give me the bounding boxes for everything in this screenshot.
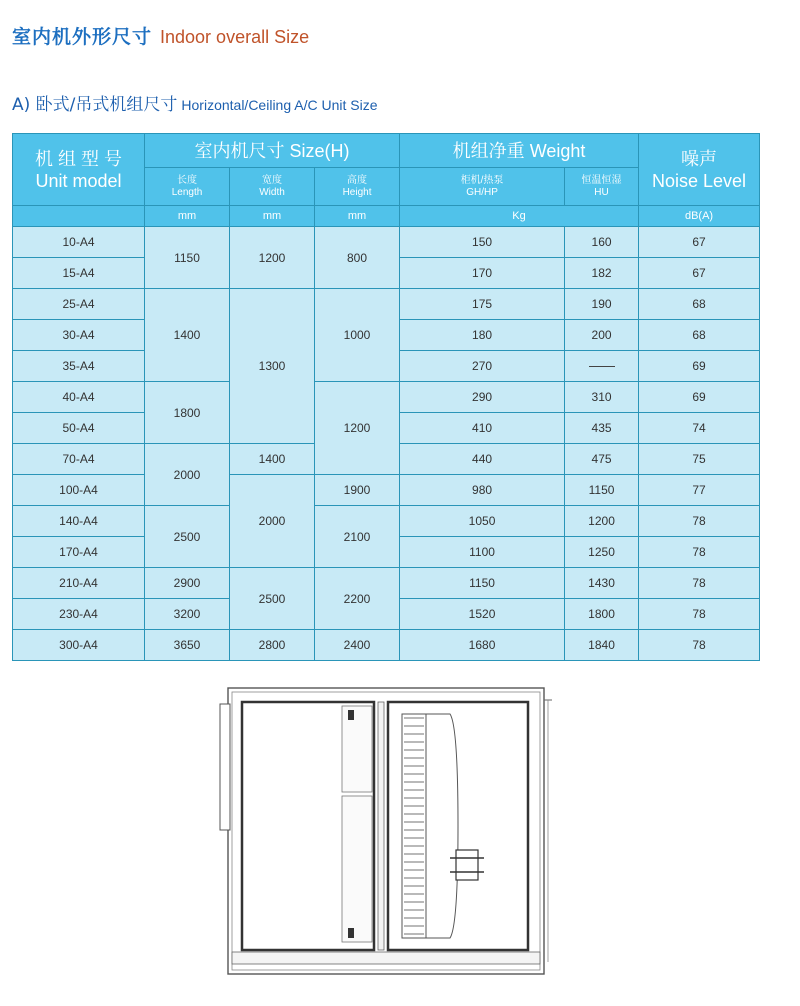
cell-noise: 68 (639, 289, 760, 320)
cell-weight-gh: 1680 (400, 630, 565, 661)
header-noise-en: Noise Level (652, 170, 747, 191)
header-hu (565, 168, 639, 206)
header-gh-en: GH/HP (466, 186, 498, 198)
cell-height: 800 (315, 227, 400, 289)
header-hu-en: HU (594, 186, 609, 198)
cell-weight-gh: 1050 (400, 506, 565, 537)
latch-bottom (348, 928, 354, 938)
cell-weight-gh: 150 (400, 227, 565, 258)
dash-mark (589, 366, 615, 367)
table-row (13, 475, 760, 506)
cell-width: 2500 (230, 568, 315, 630)
cell-weight-hu: 1250 (565, 537, 639, 568)
cell-weight-gh: 410 (400, 413, 565, 444)
header-size-cn: 室内机尺寸 (194, 140, 285, 161)
cell-weight-hu: 1840 (565, 630, 639, 661)
middle-column (378, 702, 384, 950)
cell-height: 2200 (315, 568, 400, 630)
page-title-cn: 室内机外形尺寸 (12, 26, 153, 48)
cell-noise: 69 (639, 351, 760, 382)
page-title-en: Indoor overall Size (160, 27, 310, 47)
cell-model: 30-A4 (13, 320, 145, 351)
cell-model: 35-A4 (13, 351, 145, 382)
cell-length: 2000 (145, 444, 230, 506)
cell-length: 3650 (145, 630, 230, 661)
header-model (13, 134, 145, 206)
cell-noise: 67 (639, 227, 760, 258)
table-row (13, 289, 760, 320)
header-size-en: Size(H) (289, 140, 350, 161)
cell-model: 170-A4 (13, 537, 145, 568)
cell-noise: 77 (639, 475, 760, 506)
filter-frame-bottom (342, 796, 372, 942)
cell-weight-hu: 1800 (565, 599, 639, 630)
cell-noise: 74 (639, 413, 760, 444)
unit-weight: Kg (400, 206, 639, 227)
cell-noise: 75 (639, 444, 760, 475)
cell-weight-hu: 190 (565, 289, 639, 320)
cell-length: 1400 (145, 289, 230, 382)
filter-frame-top (342, 706, 372, 792)
cell-weight-hu: 475 (565, 444, 639, 475)
cell-weight-gh: 980 (400, 475, 565, 506)
cell-weight-hu-empty (565, 351, 639, 382)
cell-weight-gh: 440 (400, 444, 565, 475)
cell-weight-gh: 175 (400, 289, 565, 320)
cell-weight-hu: 435 (565, 413, 639, 444)
cell-noise: 78 (639, 630, 760, 661)
unit-noise: dB(A) (639, 206, 760, 227)
cell-noise: 67 (639, 258, 760, 289)
cell-model: 10-A4 (13, 227, 145, 258)
section-subtitle-cn: A) 卧式/吊式机组尺寸 (12, 95, 178, 115)
cell-weight-hu: 1150 (565, 475, 639, 506)
cell-noise: 69 (639, 382, 760, 413)
cell-weight-hu: 182 (565, 258, 639, 289)
cell-weight-gh: 170 (400, 258, 565, 289)
header-width-cn: 宽度 (262, 174, 282, 186)
cell-model: 40-A4 (13, 382, 145, 413)
cell-weight-gh: 290 (400, 382, 565, 413)
cell-model: 15-A4 (13, 258, 145, 289)
header-model-en: Unit model (35, 170, 122, 191)
header-weight-en: Weight (529, 140, 586, 161)
unit-height: mm (315, 206, 400, 227)
cell-model: 25-A4 (13, 289, 145, 320)
size-table (12, 133, 760, 661)
header-length (145, 168, 230, 206)
cell-weight-gh: 1520 (400, 599, 565, 630)
cell-noise: 78 (639, 506, 760, 537)
header-weight (400, 134, 639, 168)
cell-weight-gh: 1150 (400, 568, 565, 599)
cell-weight-gh: 180 (400, 320, 565, 351)
cell-noise: 78 (639, 537, 760, 568)
cell-noise: 78 (639, 568, 760, 599)
page-title (12, 22, 309, 49)
cell-weight-hu: 200 (565, 320, 639, 351)
cell-width: 2800 (230, 630, 315, 661)
header-height (315, 168, 400, 206)
latch-top (348, 710, 354, 720)
cell-weight-hu: 1200 (565, 506, 639, 537)
header-width-en: Width (259, 186, 285, 198)
cell-length: 3200 (145, 599, 230, 630)
cell-model: 50-A4 (13, 413, 145, 444)
cell-model: 300-A4 (13, 630, 145, 661)
table-row (13, 630, 760, 661)
cell-model: 230-A4 (13, 599, 145, 630)
table-row (13, 227, 760, 258)
table-row (13, 506, 760, 537)
cell-length: 2500 (145, 506, 230, 568)
header-size (145, 134, 400, 168)
cell-noise: 78 (639, 599, 760, 630)
coil-frame (402, 714, 426, 938)
header-width (230, 168, 315, 206)
cell-length: 1800 (145, 382, 230, 444)
header-weight-cn: 机组净重 (452, 140, 525, 161)
cell-width: 1200 (230, 227, 315, 289)
cell-height: 1000 (315, 289, 400, 382)
cell-weight-hu: 1430 (565, 568, 639, 599)
header-noise (639, 134, 760, 206)
left-flange (220, 704, 230, 830)
cell-width: 1300 (230, 289, 315, 444)
cell-height: 1900 (315, 475, 400, 506)
cell-model: 100-A4 (13, 475, 145, 506)
cell-weight-hu: 310 (565, 382, 639, 413)
cell-model: 210-A4 (13, 568, 145, 599)
header-length-cn: 长度 (177, 174, 197, 186)
cell-width: 1400 (230, 444, 315, 475)
section-subtitle (12, 90, 378, 115)
cell-model: 70-A4 (13, 444, 145, 475)
base-rail (232, 952, 540, 964)
header-gh-cn: 柜机/热泵 (460, 174, 504, 186)
table-row (13, 568, 760, 599)
pipe-fitting (456, 850, 478, 880)
unit-length: mm (145, 206, 230, 227)
unit-model (13, 206, 145, 227)
cell-noise: 68 (639, 320, 760, 351)
header-length-en: Length (171, 186, 203, 198)
cell-height: 2400 (315, 630, 400, 661)
table-row (13, 382, 760, 413)
cell-weight-gh: 1100 (400, 537, 565, 568)
header-hu-cn: 恒温恒湿 (581, 174, 622, 186)
section-subtitle-en: Horizontal/Ceiling A/C Unit Size (181, 97, 378, 113)
header-height-cn: 高度 (347, 174, 368, 186)
header-model-cn: 机 组 型 号 (34, 148, 122, 169)
unit-width: mm (230, 206, 315, 227)
cell-length: 2900 (145, 568, 230, 599)
cell-model: 140-A4 (13, 506, 145, 537)
cell-height: 1200 (315, 382, 400, 475)
header-gh (400, 168, 565, 206)
unit-drawing (218, 686, 554, 986)
cell-height: 2100 (315, 506, 400, 568)
cell-length: 1150 (145, 227, 230, 289)
cell-weight-gh: 270 (400, 351, 565, 382)
cell-weight-hu: 160 (565, 227, 639, 258)
cell-width: 2000 (230, 475, 315, 568)
header-noise-cn: 噪声 (681, 148, 718, 169)
header-height-en: Height (342, 186, 372, 198)
